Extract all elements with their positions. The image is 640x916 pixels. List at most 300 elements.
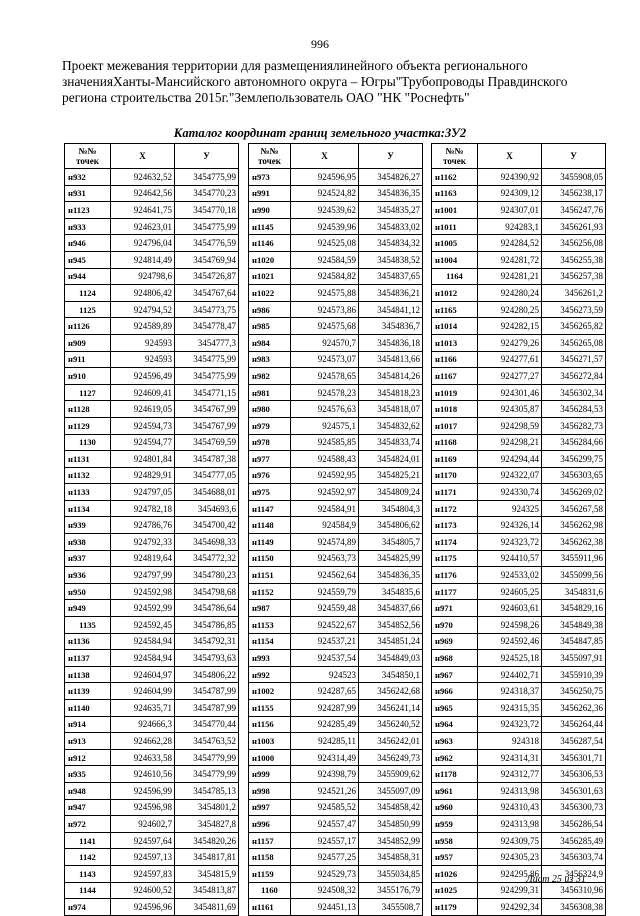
point-cell: н978	[249, 434, 291, 451]
table-row	[65, 368, 239, 385]
point-cell: н931	[65, 185, 111, 202]
header-y: У	[542, 144, 606, 169]
x-cell: 924598,26	[478, 617, 542, 634]
table-row	[65, 567, 239, 584]
x-cell: 924559,48	[291, 600, 359, 617]
x-cell: 924584,91	[291, 500, 359, 517]
y-cell: 3454825,99	[359, 550, 423, 567]
x-cell: 924295,86	[478, 865, 542, 882]
table-row	[65, 500, 239, 517]
x-cell: 924662,28	[111, 733, 175, 750]
x-cell: 924305,87	[478, 401, 542, 418]
point-cell: н975	[249, 484, 291, 501]
x-cell: 924782,18	[111, 500, 175, 517]
table-row	[432, 849, 606, 866]
x-cell: 924281,72	[478, 251, 542, 268]
y-cell: 3456247,76	[542, 202, 606, 219]
y-cell: 3456240,52	[359, 716, 423, 733]
x-cell: 924796,04	[111, 235, 175, 252]
x-cell: 924573,07	[291, 351, 359, 368]
x-cell: 924593	[111, 351, 175, 368]
x-cell: 924602,7	[111, 816, 175, 833]
x-cell: 924314,49	[291, 749, 359, 766]
point-cell: н961	[432, 782, 478, 799]
x-cell: 924592,97	[291, 484, 359, 501]
y-cell: 3454769,94	[175, 251, 239, 268]
table-row	[65, 334, 239, 351]
point-cell: н1013	[432, 334, 478, 351]
table-row	[65, 633, 239, 650]
x-cell: 924279,26	[478, 334, 542, 351]
x-cell: 924323,72	[478, 534, 542, 551]
table-row	[249, 733, 423, 750]
x-cell: 924632,52	[111, 169, 175, 186]
table-row	[65, 650, 239, 667]
x-cell: 924597,13	[111, 849, 175, 866]
point-cell: н1022	[249, 285, 291, 302]
x-cell: 924521,26	[291, 782, 359, 799]
table-row	[432, 351, 606, 368]
point-cell: н981	[249, 384, 291, 401]
x-cell: 924633,58	[111, 749, 175, 766]
y-cell: 3454813,66	[359, 351, 423, 368]
header-point: №№ точек	[249, 144, 291, 169]
y-cell: 3454836,35	[359, 185, 423, 202]
x-cell: 924573,86	[291, 301, 359, 318]
point-cell: н1147	[249, 500, 291, 517]
coordinates-table-3	[431, 143, 606, 916]
x-cell: 924281,21	[478, 268, 542, 285]
y-cell: 3454824,01	[359, 451, 423, 468]
table-row	[432, 700, 606, 717]
point-cell: н1151	[249, 567, 291, 584]
coordinates-table-1	[64, 143, 239, 916]
point-cell: н1140	[65, 700, 111, 717]
x-cell: 924578,65	[291, 368, 359, 385]
point-cell: н1131	[65, 451, 111, 468]
y-cell: 3454777,3	[175, 334, 239, 351]
x-cell: 924330,74	[478, 484, 542, 501]
y-cell: 3454779,99	[175, 749, 239, 766]
y-cell: 3454817,81	[175, 849, 239, 866]
point-cell: н1145	[249, 218, 291, 235]
point-cell: 1164	[432, 268, 478, 285]
x-cell: 924604,97	[111, 666, 175, 683]
point-cell: н1173	[432, 517, 478, 534]
y-cell: 3456301,63	[542, 782, 606, 799]
point-cell: н960	[432, 799, 478, 816]
y-cell: 3454786,85	[175, 617, 239, 634]
y-cell: 3455097,91	[542, 650, 606, 667]
y-cell: 3454785,13	[175, 782, 239, 799]
x-cell: 924797,99	[111, 567, 175, 584]
point-cell: 1130	[65, 434, 111, 451]
x-cell: 924584,94	[111, 633, 175, 650]
y-cell: 3454852,56	[359, 617, 423, 634]
x-cell: 924284,52	[478, 235, 542, 252]
point-cell: н950	[65, 583, 111, 600]
table-row	[249, 882, 423, 899]
table-row	[432, 716, 606, 733]
table-row	[249, 583, 423, 600]
table-row	[432, 766, 606, 783]
y-cell: 3454792,31	[175, 633, 239, 650]
x-cell: 924277,27	[478, 368, 542, 385]
x-cell: 924529,73	[291, 865, 359, 882]
table-row	[249, 600, 423, 617]
y-cell: 3455911,96	[542, 550, 606, 567]
table-row	[65, 467, 239, 484]
y-cell: 3454806,62	[359, 517, 423, 534]
table-row	[65, 583, 239, 600]
x-cell: 924596,99	[111, 782, 175, 799]
y-cell: 3454851,24	[359, 633, 423, 650]
y-cell: 3456273,59	[542, 301, 606, 318]
point-cell: н1014	[432, 318, 478, 335]
table-row	[432, 202, 606, 219]
x-cell: 924592,45	[111, 617, 175, 634]
y-cell: 3456242,01	[359, 733, 423, 750]
point-cell: н976	[249, 467, 291, 484]
x-cell: 924576,63	[291, 401, 359, 418]
point-cell: н980	[249, 401, 291, 418]
y-cell: 3454841,12	[359, 301, 423, 318]
table-row	[65, 451, 239, 468]
table-row	[432, 434, 606, 451]
x-cell: 924594,73	[111, 417, 175, 434]
table-row	[65, 285, 239, 302]
x-cell: 924283,1	[478, 218, 542, 235]
y-cell: 3456261,2	[542, 285, 606, 302]
x-cell: 924798,6	[111, 268, 175, 285]
x-cell: 924797,05	[111, 484, 175, 501]
y-cell: 3454787,99	[175, 700, 239, 717]
y-cell: 3456262,98	[542, 517, 606, 534]
point-cell: н1134	[65, 500, 111, 517]
table-row	[432, 368, 606, 385]
y-cell: 3456287,54	[542, 733, 606, 750]
point-cell: н972	[65, 816, 111, 833]
y-cell: 3454770,18	[175, 202, 239, 219]
y-cell: 3454767,64	[175, 285, 239, 302]
y-cell: 3454770,23	[175, 185, 239, 202]
table-row	[432, 534, 606, 551]
table-row	[432, 600, 606, 617]
point-cell: н912	[65, 749, 111, 766]
y-cell: 3454836,7	[359, 318, 423, 335]
y-cell: 3454763,52	[175, 733, 239, 750]
header-y: У	[359, 144, 423, 169]
point-cell: н1137	[65, 650, 111, 667]
x-cell: 924410,57	[478, 550, 542, 567]
x-cell: 924585,85	[291, 434, 359, 451]
header-point: №№ точек	[432, 144, 478, 169]
x-cell: 924589,89	[111, 318, 175, 335]
point-cell: н1171	[432, 484, 478, 501]
table-row	[432, 384, 606, 401]
sheet-footer: Лист 25 из 31	[526, 874, 586, 885]
x-cell: 924578,23	[291, 384, 359, 401]
table-row	[432, 583, 606, 600]
point-cell: н1156	[249, 716, 291, 733]
y-cell: 3456250,75	[542, 683, 606, 700]
point-cell: н1133	[65, 484, 111, 501]
table-row	[249, 202, 423, 219]
point-cell: н1150	[249, 550, 291, 567]
x-cell: 924523	[291, 666, 359, 683]
point-cell: н1179	[432, 899, 478, 916]
y-cell: 3456324,9	[542, 865, 606, 882]
table-row	[432, 832, 606, 849]
point-cell: н909	[65, 334, 111, 351]
point-cell: н949	[65, 600, 111, 617]
table-row	[249, 434, 423, 451]
point-cell: н971	[432, 600, 478, 617]
point-cell: н1178	[432, 766, 478, 783]
table-row	[65, 235, 239, 252]
y-cell: 3456256,08	[542, 235, 606, 252]
table-row	[249, 500, 423, 517]
point-cell: н1153	[249, 617, 291, 634]
y-cell: 3454779,99	[175, 766, 239, 783]
x-cell: 924314,31	[478, 749, 542, 766]
y-cell: 3456285,49	[542, 832, 606, 849]
point-cell: н910	[65, 368, 111, 385]
table-row	[65, 799, 239, 816]
table-row	[249, 334, 423, 351]
x-cell: 924592,46	[478, 633, 542, 650]
point-cell: н966	[432, 683, 478, 700]
table-row	[249, 683, 423, 700]
point-cell: н937	[65, 550, 111, 567]
x-cell: 924574,89	[291, 534, 359, 551]
point-cell: н1138	[65, 666, 111, 683]
y-cell: 3456303,74	[542, 849, 606, 866]
y-cell: 3454775,99	[175, 169, 239, 186]
point-cell: н1157	[249, 832, 291, 849]
x-cell: 924525,18	[478, 650, 542, 667]
y-cell: 3455176,79	[359, 882, 423, 899]
y-cell: 3454780,23	[175, 567, 239, 584]
x-cell: 924398,79	[291, 766, 359, 783]
table-row	[65, 202, 239, 219]
x-cell: 924603,61	[478, 600, 542, 617]
point-cell: н1018	[432, 401, 478, 418]
table-row	[432, 633, 606, 650]
y-cell: 3455909,62	[359, 766, 423, 783]
x-cell: 924533,02	[478, 567, 542, 584]
y-cell: 3454776,59	[175, 235, 239, 252]
table-row	[65, 617, 239, 634]
y-cell: 3454769,59	[175, 434, 239, 451]
y-cell: 3456264,44	[542, 716, 606, 733]
table-row	[65, 716, 239, 733]
y-cell: 3456255,38	[542, 251, 606, 268]
table-row	[249, 550, 423, 567]
point-cell: 1135	[65, 617, 111, 634]
y-cell: 3454726,87	[175, 268, 239, 285]
table-row	[432, 251, 606, 268]
point-cell: н1159	[249, 865, 291, 882]
table-row	[65, 417, 239, 434]
y-cell: 3454829,16	[542, 600, 606, 617]
header-x: Х	[111, 144, 175, 169]
table-row	[65, 251, 239, 268]
x-cell: 924309,75	[478, 832, 542, 849]
y-cell: 3454798,68	[175, 583, 239, 600]
y-cell: 3454806,22	[175, 666, 239, 683]
point-cell: н1152	[249, 583, 291, 600]
point-cell: н1169	[432, 451, 478, 468]
table-row	[249, 368, 423, 385]
table-row	[432, 683, 606, 700]
x-cell: 924539,62	[291, 202, 359, 219]
point-cell: 1124	[65, 285, 111, 302]
x-cell: 924666,3	[111, 716, 175, 733]
y-cell: 3454775,99	[175, 368, 239, 385]
table-row	[249, 218, 423, 235]
table-row	[432, 617, 606, 634]
y-cell: 3456272,84	[542, 368, 606, 385]
y-cell: 3456265,82	[542, 318, 606, 335]
point-cell: н935	[65, 766, 111, 783]
y-cell: 3454849,38	[542, 617, 606, 634]
table-row	[432, 899, 606, 916]
point-cell: н1168	[432, 434, 478, 451]
point-cell: н958	[432, 832, 478, 849]
y-cell: 3454771,15	[175, 384, 239, 401]
point-cell: н1012	[432, 285, 478, 302]
y-cell: 3454787,38	[175, 451, 239, 468]
table-row	[249, 417, 423, 434]
point-cell: н1011	[432, 218, 478, 235]
point-cell: н987	[249, 600, 291, 617]
y-cell: 3454850,1	[359, 666, 423, 683]
x-cell: 924312,77	[478, 766, 542, 783]
table-row	[249, 251, 423, 268]
table-row	[65, 550, 239, 567]
point-cell: н1172	[432, 500, 478, 517]
x-cell: 924623,01	[111, 218, 175, 235]
table-row	[65, 849, 239, 866]
table-row	[432, 268, 606, 285]
x-cell: 924539,96	[291, 218, 359, 235]
point-cell: н996	[249, 816, 291, 833]
table-row	[249, 235, 423, 252]
y-cell: 3454770,44	[175, 716, 239, 733]
y-cell: 3454836,21	[359, 285, 423, 302]
point-cell: н1003	[249, 733, 291, 750]
point-cell: н993	[249, 650, 291, 667]
y-cell: 3454818,07	[359, 401, 423, 418]
table-row	[432, 650, 606, 667]
x-cell: 924282,15	[478, 318, 542, 335]
table-row	[249, 832, 423, 849]
y-cell: 3454858,42	[359, 799, 423, 816]
page-number: 996	[311, 37, 329, 51]
x-cell: 924292,34	[478, 899, 542, 916]
y-cell: 3454837,66	[359, 600, 423, 617]
table-row	[249, 185, 423, 202]
x-cell: 924584,9	[291, 517, 359, 534]
x-cell: 924280,25	[478, 301, 542, 318]
y-cell: 3454850,99	[359, 816, 423, 833]
point-cell: н1166	[432, 351, 478, 368]
y-cell: 3456269,02	[542, 484, 606, 501]
point-cell: н947	[65, 799, 111, 816]
x-cell: 924298,59	[478, 417, 542, 434]
table-row	[249, 899, 423, 916]
table-row	[65, 600, 239, 617]
y-cell: 3454834,32	[359, 235, 423, 252]
y-cell: 3455097,09	[359, 782, 423, 799]
x-cell: 924287,99	[291, 700, 359, 717]
point-cell: н1129	[65, 417, 111, 434]
table-row	[432, 816, 606, 833]
table-row	[249, 716, 423, 733]
x-cell: 924597,64	[111, 832, 175, 849]
point-cell: 1125	[65, 301, 111, 318]
table-row	[65, 384, 239, 401]
y-cell: 3454813,87	[175, 882, 239, 899]
x-cell: 924305,23	[478, 849, 542, 866]
table-row	[432, 749, 606, 766]
x-cell: 924315,35	[478, 700, 542, 717]
table-row	[65, 882, 239, 899]
x-cell: 924594,77	[111, 434, 175, 451]
x-cell: 924610,56	[111, 766, 175, 783]
table-row	[65, 218, 239, 235]
table-row	[432, 318, 606, 335]
table-row	[432, 733, 606, 750]
y-cell: 3454835,27	[359, 202, 423, 219]
y-cell: 3454833,74	[359, 434, 423, 451]
point-cell: н1128	[65, 401, 111, 418]
point-cell: н973	[249, 169, 291, 186]
x-cell: 924524,82	[291, 185, 359, 202]
x-cell: 924596,96	[111, 899, 175, 916]
x-cell: 924287,65	[291, 683, 359, 700]
y-cell: 3456242,68	[359, 683, 423, 700]
x-cell: 924635,71	[111, 700, 175, 717]
point-cell: н933	[65, 218, 111, 235]
point-cell: 1141	[65, 832, 111, 849]
point-cell: н1002	[249, 683, 291, 700]
table-row	[249, 633, 423, 650]
x-cell: 924794,52	[111, 301, 175, 318]
y-cell: 3455099,56	[542, 567, 606, 584]
x-cell: 924592,98	[111, 583, 175, 600]
y-cell: 3456300,73	[542, 799, 606, 816]
y-cell: 3456286,54	[542, 816, 606, 833]
table-row	[249, 285, 423, 302]
y-cell: 3454773,75	[175, 301, 239, 318]
point-cell: н999	[249, 766, 291, 783]
y-cell: 3455508,7	[359, 899, 423, 916]
table-row	[249, 401, 423, 418]
y-cell: 3456284,53	[542, 401, 606, 418]
table-row	[249, 384, 423, 401]
x-cell: 924562,64	[291, 567, 359, 584]
y-cell: 3456241,14	[359, 700, 423, 717]
x-cell: 924801,84	[111, 451, 175, 468]
point-cell: н959	[432, 816, 478, 833]
y-cell: 3454772,32	[175, 550, 239, 567]
x-cell: 924322,07	[478, 467, 542, 484]
x-cell: 924597,83	[111, 865, 175, 882]
y-cell: 3456267,58	[542, 500, 606, 517]
table-row	[432, 185, 606, 202]
